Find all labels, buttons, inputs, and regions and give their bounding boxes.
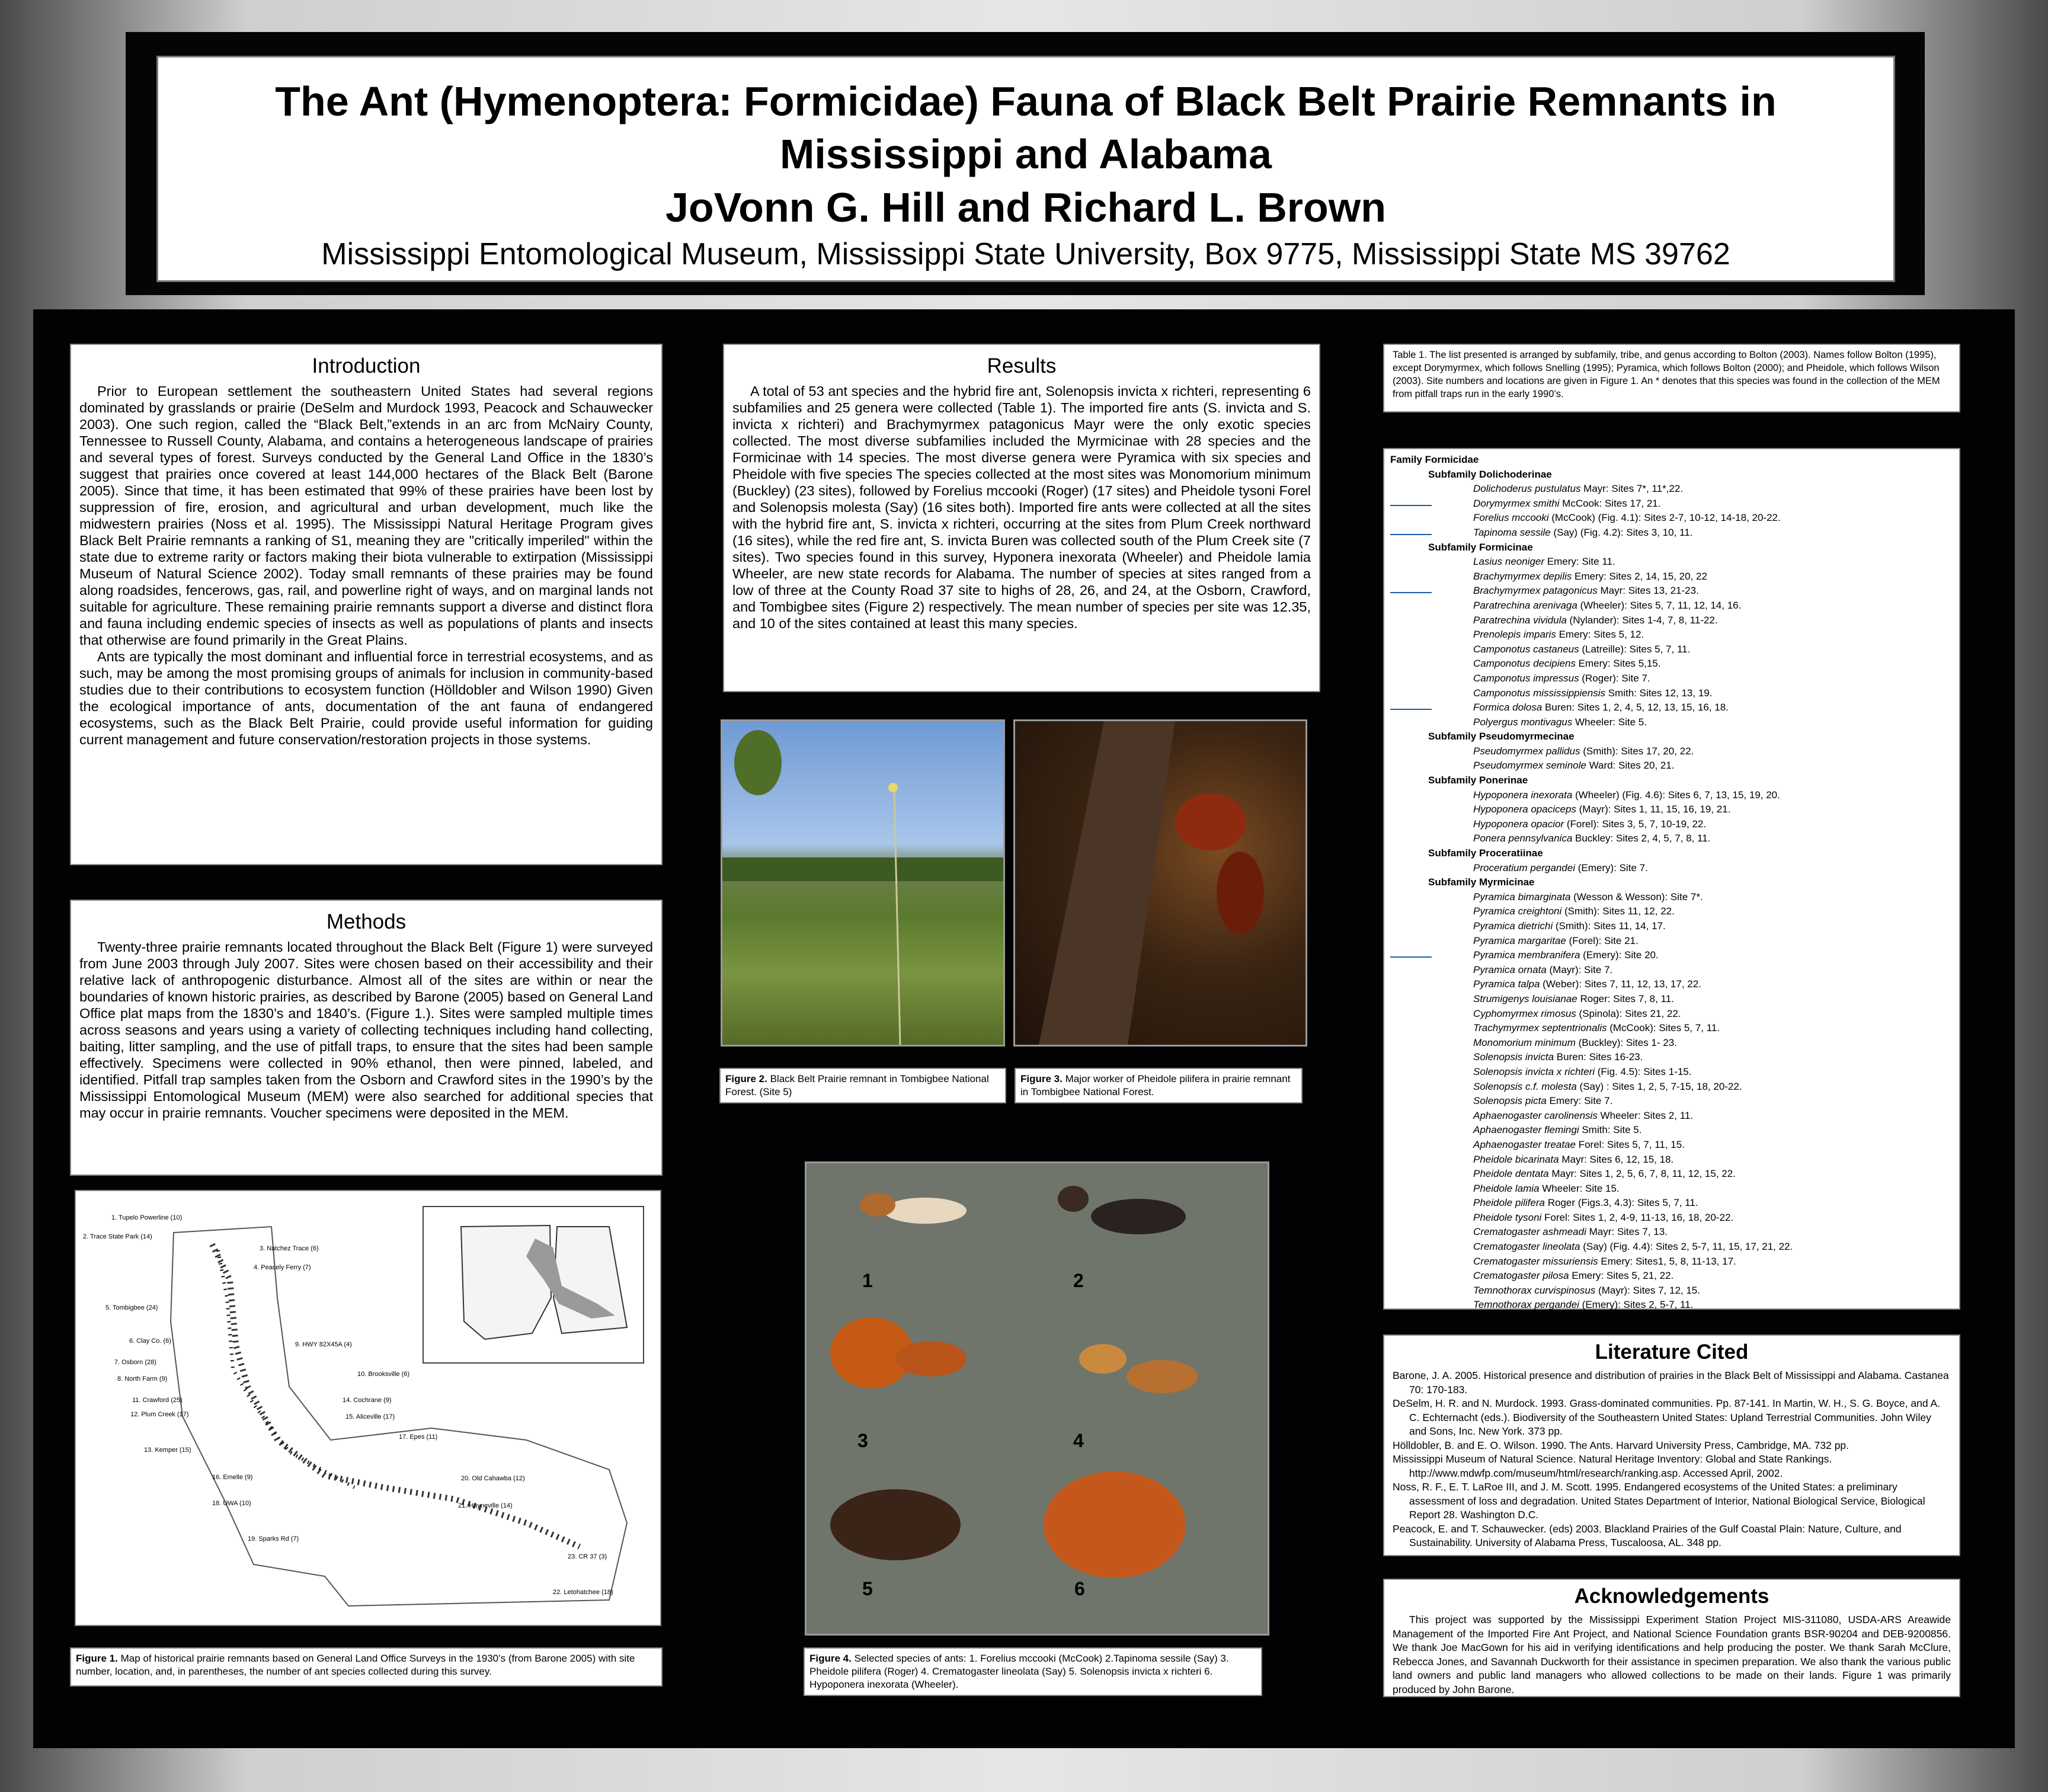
results-paragraph-1: A total of 53 ant species and the hybrid fire ant, Solenopsis invicta x richteri, representing 6 subfamilies and 25 genera were collected (Table 1). The imported fire ants (S. invicta and S. invicta x richteri) and Brachymyrmex patagonicus Mayr were the only exotic species collected. The most diverse subfamilies included the Myrmicinae with 28 species and the Formicinae with 14 species. The most diverse genera were Pyramica with six species and Pheidole with five species The species collected at the most sites was Monomorium minimum (Buckley) (23 sites), followed by Forelius mccooki (Roger) (17 sites) and Pheidole tysoni Forel and Solenopsis molesta (Say) (16 sites both). Imported fire ants were collected at all the sites with the hybrid fire ant, S. invicta x richteri, occurring at the sites from Plum Creek northward (16 sites), while the red fire ant, S. invicta Buren was collected south of the Plum Creek site (7 sites). Two species found in this survey, Hyponera inexorata (Wheeler) and Pheidole lamia Wheeler, are new state records for Alabama. The number of species at sites ranged from a low of three at the County Road 37 site to highs of 28, 26, and 24, at the Osborn, Crawford, and Tombigbee sites (Figure 2) respectively. The mean number of species per site was 12.35, and 10 of the sites contained at least this many species.	[732, 383, 1311, 631]
species-row	[1390, 977, 1953, 992]
map-site-label: 14. Cochrane (9)	[343, 1397, 392, 1404]
introduction-paragraph-1: Prior to European settlement the southeastern United States had several regions dominated by grasslands or prairie (DeSelm and Murdock 1993, Peacock and Schauwecker 2003). One such region, called the “Black Belt,”extends in an arc from McNairy County, Tennessee to Russell County, Alabama, and contains a heterogeneous landscape of prairies and several types of forest. Surveys conducted by the General Land Office in the 1830’s suggest that prairies once covered at least 144,000 hectares of the Black Belt (Barone 2005). Since that time, it has been estimated that 99% of these prairies have been lost by suppression of fire, erosion, and agricultural and urban development, much like the midwestern prairies (Noss et al. 1995). The Mississippi Natural Heritage Program gives Black Belt Prairie remnants a ranking of S1, meaning they are "critically imperiled" within the state due to extreme rarity or factors making their biota vulnerable to extirpation (Mississippi Museum of Natural Science 2002). Today small remnants of these prairies may be found along roadsides, fencerows, gas, rail, and powerline right of ways, and on marginal lands not suitable for agriculture. These remaining prairie remnants support a diverse and distinct flora and fauna including endemic species of insects as well as populations of plants and insects that otherwise are found primarily in the Great Plains.	[79, 383, 653, 648]
species-row	[1390, 1196, 1953, 1211]
species-sites: Mayr: Sites 6, 12, 15, 18.	[1559, 1153, 1674, 1165]
species-name: Pheidole dentata	[1473, 1168, 1549, 1180]
species-sites: Wheeler: Site 5.	[1572, 716, 1647, 728]
species-row	[1390, 1182, 1953, 1196]
figure3-caption-text: Major worker of Pheidole pilifera in prairie remnant in Tombigbee National Forest.	[1020, 1073, 1291, 1097]
species-sites: (Emery): Site 20.	[1580, 949, 1659, 961]
species-sites: Roger: Sites 7, 8, 11.	[1577, 993, 1674, 1004]
literature-heading: Literature Cited	[1595, 1340, 1749, 1364]
map-site-label: 15. Aliceville (17)	[345, 1413, 395, 1420]
species-number-4: 4	[1073, 1430, 1084, 1451]
species-sites: McCook: Sites 17, 21.	[1559, 497, 1661, 509]
prairie-photo-art	[722, 721, 1003, 1045]
figure4-caption-text: Selected species of ants: 1. Forelius mccooki (McCook) 2.Tapinoma sessile (Say) 3. Pheidole pilifera (Roger) 4. Crematogaster lineolata (Say) 5. Solenopsis invicta x richteri 6. Hypoponera inexorata (Wheeler).	[809, 1653, 1229, 1690]
species-name: Dolichoderus pustulatus	[1473, 483, 1581, 495]
map-site-label: 1. Tupelo Powerline (10)	[111, 1214, 183, 1221]
species-name: Hypoponera opacior	[1473, 818, 1564, 830]
species-row	[1390, 657, 1953, 671]
map-site-label: 16. Emelle (9)	[212, 1474, 253, 1481]
species-number-2: 2	[1073, 1270, 1084, 1291]
species-row	[1390, 831, 1953, 846]
species-name: Aphaenogaster carolinensis	[1473, 1109, 1598, 1121]
ant-photo-art	[1015, 721, 1305, 1045]
species-number-6: 6	[1074, 1578, 1085, 1599]
subfamily-heading: Subfamily Dolichoderinae	[1428, 468, 1552, 480]
acknowledgements-heading: Acknowledgements	[1574, 1585, 1769, 1608]
introduction-section	[70, 344, 663, 865]
species-name: Crematogaster missuriensis	[1473, 1255, 1598, 1267]
species-row	[1390, 715, 1953, 730]
introduction-paragraph-2: Ants are typically the most dominant and influential force in terrestrial ecosystems, and as such, may be among the most promising groups of animals for inclusion in community-based studies due to their contributions to ecosystem function (Hölldobler and Wilson 1990) Given the ecological importance of ants, documentation of the ant fauna of endangered ecosystems, such as the Black Belt Prairie, could provide useful information for guiding current management and future conservation/restoration projects in those systems.	[79, 649, 653, 747]
species-sites: (Forel): Site 21.	[1566, 935, 1639, 946]
species-row	[1390, 1021, 1953, 1036]
species-sites: (Wheeler) (Fig. 4.6): Sites 6, 7, 13, 15, 19, 20.	[1572, 789, 1780, 801]
species-name: Solenopsis picta	[1473, 1095, 1547, 1107]
species-sites: Buckley: Sites 2, 4, 5, 7, 8, 11.	[1572, 833, 1711, 844]
species-sites: (Smith): Sites 11, 14, 17.	[1553, 920, 1666, 932]
prairie-map	[76, 1191, 660, 1625]
species-sites: Mayr: Sites 13, 21-23.	[1597, 585, 1699, 597]
map-site-label: 21. Hayneville (14)	[458, 1502, 513, 1509]
species-row	[1390, 1065, 1953, 1080]
species-row	[1390, 1109, 1953, 1124]
species-number-3: 3	[857, 1430, 868, 1451]
subfamily-heading: Subfamily Myrmicinae	[1428, 876, 1535, 888]
species-row	[1390, 1080, 1953, 1095]
figure2-prairie-photo	[721, 719, 1005, 1047]
species-sites: Mayr: Sites 7, 13.	[1586, 1226, 1668, 1238]
species-row	[1390, 1225, 1953, 1240]
species-name: Camponotus mississippiensis	[1473, 687, 1605, 699]
species-sites: (Spinola): Sites 21, 22.	[1576, 1007, 1681, 1019]
species-row	[1390, 1007, 1953, 1022]
species-row	[1390, 802, 1953, 817]
species-sites: (Mayr): Site 7.	[1546, 964, 1613, 975]
species-name: Pseudomyrmex seminole	[1473, 760, 1586, 772]
reference-item: Noss, R. F., E. T. LaRoe III, and J. M. Scott. 1995. Endangered ecosystems of the United States: a preliminary assessment of loss and degradation. United States Department of Interior, National Biological Service, Biological Report 28. Washington D.C.	[1393, 1481, 1925, 1521]
species-sites: Emery: Sites 5, 12.	[1556, 629, 1644, 641]
table1-caption-text: Table 1. The list presented is arranged by subfamily, tribe, and genus according to Bolton (2003). Names follow Bolton (1995), except Dorymyrmex, which follows Snelling (1995); Pyramica, which follows Bolton (2000); and Pheidole, which follows Wilson (2003). Site numbers and locations are given in Figure 1. An * denotes that this species was found in the collection of the MEM from pitfall traps run in the early 1990’s.	[1393, 350, 1940, 399]
new-record-marker	[1390, 505, 1432, 506]
species-row	[1390, 569, 1953, 584]
figure2-caption	[719, 1068, 1006, 1103]
species-sites: (Fig. 4.5): Sites 1-15.	[1595, 1065, 1692, 1077]
species-sites: (Wheeler): Sites 5, 7, 11, 12, 14, 16.	[1577, 599, 1742, 611]
map-site-label: 9. HWY 82X45A (4)	[295, 1341, 352, 1348]
species-row	[1390, 700, 1953, 715]
species-sites: Buren: Sites 16-23.	[1554, 1051, 1643, 1063]
poster-authors: JoVonn G. Hill and Richard L. Brown	[665, 184, 1386, 231]
species-row	[1390, 817, 1953, 832]
reference-item: Mississippi Museum of Natural Science. Natural Heritage Inventory: Global and State Rankings. http://www.mdwfp.com/museum/html/research/ranking.asp. Accessed April, 2002.	[1393, 1453, 1832, 1479]
species-name: Paratrechina vividula	[1473, 614, 1567, 626]
species-name: Pyramica talpa	[1473, 978, 1540, 990]
species-sites: (Buckley): Sites 1- 23.	[1575, 1036, 1677, 1048]
poster-title-line2: Mississippi and Alabama	[780, 131, 1272, 177]
species-name: Aphaenogaster flemingi	[1473, 1124, 1579, 1136]
species-name: Camponotus impressus	[1473, 672, 1579, 684]
map-site-label: 23. CR 37 (3)	[568, 1553, 607, 1560]
species-row	[1390, 1036, 1953, 1051]
map-site-label: 17. Epes (11)	[399, 1433, 438, 1441]
species-sites: (Roger): Site 7.	[1579, 672, 1650, 684]
species-sites: (Forel): Sites 3, 5, 7, 10-19, 22.	[1564, 818, 1707, 830]
species-sites: (Say) : Sites 1, 2, 5, 7-15, 18, 20-22.	[1576, 1080, 1742, 1092]
species-name: Proceratium pergandei	[1473, 862, 1575, 873]
species-name: Pyramica creightoni	[1473, 905, 1562, 917]
species-sites: (Weber): Sites 7, 11, 12, 13, 17, 22.	[1540, 978, 1701, 990]
species-row	[1390, 744, 1953, 759]
species-row	[1390, 584, 1953, 599]
species-sites: Mayr: Sites 7*, 11*,22.	[1580, 483, 1684, 495]
species-row	[1390, 671, 1953, 686]
species-sites: Emery: Sites 5, 7, 11, 13, 18, 20, 22.	[1572, 1314, 1738, 1326]
map-site-label: 3. Natchez Trace (6)	[260, 1245, 319, 1252]
new-record-marker	[1390, 956, 1432, 958]
species-name: Hypoponera inexorata	[1473, 789, 1573, 801]
species-sites: Wheeler: Sites 2, 11.	[1597, 1109, 1694, 1121]
species-name: Pyramica ornata	[1473, 964, 1547, 975]
species-row	[1390, 642, 1953, 657]
species-sites: Buren: Sites 1, 2, 4, 5, 12, 13, 15, 16, 18.	[1542, 702, 1729, 713]
figure1-caption-label: Figure 1.	[76, 1653, 118, 1664]
reference-item: Peacock, E. and T. Schauwecker. (eds) 2003. Blackland Prairies of the Gulf Coastal Plain: Nature, Culture, and Sustainability. University of Alabama Press, Tuscaloosa, AL. 348 pp.	[1393, 1522, 1902, 1548]
species-sites: (Emery): Site 7.	[1575, 862, 1648, 873]
species-name: Brachymyrmex depilis	[1473, 570, 1572, 582]
poster-title-line1: The Ant (Hymenoptera: Formicidae) Fauna of Black Belt Prairie Remnants in	[275, 78, 1777, 124]
species-name: Formica dolosa	[1473, 702, 1543, 713]
species-name: Dorymyrmex smithi	[1473, 497, 1560, 509]
species-sites: Emery: Sites 2, 14, 15, 20, 22	[1572, 570, 1707, 582]
species-sites: Forel: Sites 5, 7, 11, 15.	[1575, 1138, 1685, 1150]
species-sites: (Nylander): Sites 1-4, 7, 8, 11-22.	[1566, 614, 1718, 626]
species-row	[1390, 1050, 1953, 1065]
species-row	[1390, 861, 1953, 876]
map-site-label: 8. North Farm (9)	[117, 1375, 168, 1383]
map-site-label: 6. Clay Co. (6)	[129, 1337, 171, 1345]
figure3-caption-label: Figure 3.	[1020, 1073, 1063, 1084]
figure1-map	[75, 1190, 661, 1626]
species-row	[1390, 904, 1953, 919]
species-name: Aphaenogaster treatae	[1473, 1138, 1576, 1150]
species-name: Solenopsis c.f. molesta	[1473, 1080, 1577, 1092]
species-name: Trachymyrmex septentrionalis	[1473, 1022, 1607, 1034]
species-name: Myrmecina americana	[1473, 1314, 1573, 1326]
species-sites: Emery: Sites 5,15.	[1575, 658, 1661, 670]
methods-heading: Methods	[326, 910, 407, 933]
title-box	[156, 56, 1895, 282]
map-site-label: 4. Peacely Ferry (7)	[254, 1264, 311, 1271]
acknowledgements-text: This project was supported by the Mississippi Experiment Station Project MIS-311080, USDA-ARS Areawide Management of the Imported Fire Ant Project, and National Science Foundation grants BSR-90204 and DEB-9200856. We thank Joe MacGown for his aid in verifying identifications and help producing the poster. We thank Sarah McClure, Rebecca Jones, and Savannah Duckworth for their assistance in specimen preparation. We also thank the various public land owners and public land managers who allowed collections to be made on their lands. Figure 1 was primarily produced by John Barone.	[1393, 1614, 1951, 1695]
map-site-label: 7. Osborn (28)	[114, 1359, 156, 1366]
map-site-label: 22. Letohatchee (18)	[553, 1589, 613, 1596]
species-sites: Emery: Site 7.	[1546, 1095, 1613, 1107]
species-row	[1390, 759, 1953, 773]
family-heading: Family Formicidae	[1390, 454, 1479, 465]
subfamily-heading: Subfamily Ponerinae	[1428, 775, 1528, 786]
subfamily-heading: Subfamily Pseudomyrmecinae	[1428, 731, 1575, 743]
species-sites: (Say) (Fig. 4.4): Sites 2, 5-7, 11, 15, 17, 21, 22.	[1580, 1241, 1793, 1253]
figure4-species-plate	[805, 1161, 1269, 1636]
species-sites: (McCook): Sites 5, 7, 11.	[1607, 1022, 1720, 1034]
species-name: Brachymyrmex patagonicus	[1473, 585, 1598, 597]
species-sites: (Smith): Sites 11, 12, 22.	[1561, 905, 1675, 917]
map-site-label: 12. Plum Creek (17)	[130, 1411, 189, 1418]
subfamily-heading: Subfamily Proceratiinae	[1428, 847, 1543, 859]
species-list-table	[1383, 448, 1960, 1326]
map-site-label: 10. Brooksville (6)	[357, 1371, 410, 1378]
methods-paragraph-1: Twenty-three prairie remnants located throughout the Black Belt (Figure 1) were surveyed from June 2003 through July 2007. Sites were chosen based on their accessibility and their relative lack of anthropogenic disturbance. Almost all of the sites are within or near the boundaries of known historic prairies, as described by Barone (2005) based on General Land Office plat maps from the 1830’s and 1840’s. (Figure 1.). Sites were sampled multiple times across seasons and years using a variety of collecting techniques including hand collecting, baiting, litter sampling, and the use of pitfall traps, to ensure that the sites had been sample effectively. Specimens were collected in 90% ethanol, then were pinned, labeled, and identified. Pitfall trap samples taken from the Osborn and Crawford sites in the 1990’s by the Mississippi Entomological Museum (MEM) were also searched for additional species that may occur in prairie remnants. Voucher specimens were deposited in the MEM.	[79, 939, 653, 1121]
species-row	[1390, 1269, 1953, 1284]
species-name: Pheidole lamia	[1473, 1182, 1540, 1194]
species-sites: (Wesson & Wesson): Site 7*.	[1570, 891, 1703, 903]
species-row	[1390, 934, 1953, 949]
species-name: Paratrechina arenivaga	[1473, 599, 1577, 611]
species-name: Hypoponera opaciceps	[1473, 804, 1576, 815]
species-name: Solenopsis invicta	[1473, 1051, 1554, 1063]
species-row	[1390, 1167, 1953, 1182]
species-name: Pyramica dietrichi	[1473, 920, 1553, 932]
species-row	[1390, 1255, 1953, 1269]
species-row	[1390, 1138, 1953, 1153]
species-name: Forelius mccooki	[1473, 512, 1549, 524]
literature-list	[1384, 1367, 1959, 1553]
map-site-label: 13. Kemper (15)	[144, 1447, 191, 1454]
results-section	[723, 344, 1320, 692]
species-name: Temnothorax pergandei	[1473, 1299, 1579, 1311]
reference-item: Hölldobler, B. and E. O. Wilson. 1990. The Ants. Harvard University Press, Cambridge, MA. 732 pp.	[1393, 1439, 1849, 1451]
species-sites: Forel: Sites 1, 2, 4-9, 11-13, 16, 18, 20-22.	[1541, 1211, 1734, 1223]
species-row	[1390, 919, 1953, 934]
figure3-ant-photo	[1013, 719, 1307, 1047]
species-name: Temnothorax curvispinosus	[1473, 1284, 1596, 1296]
species-name: Pyramica margaritae	[1473, 935, 1566, 946]
species-row	[1390, 526, 1953, 540]
species-row	[1390, 788, 1953, 803]
species-sites: Smith: Site 5.	[1579, 1124, 1642, 1136]
species-sites: Smith: Sites 12, 13, 19.	[1605, 687, 1713, 699]
species-plate-art	[807, 1163, 1268, 1634]
results-heading: Results	[987, 354, 1057, 377]
subfamily-heading: Subfamily Formicinae	[1428, 541, 1533, 553]
figure4-caption	[804, 1647, 1262, 1696]
map-site-label: 19. Sparks Rd (7)	[248, 1535, 299, 1543]
species-row	[1390, 1284, 1953, 1298]
figure4-caption-label: Figure 4.	[809, 1653, 852, 1664]
introduction-heading: Introduction	[312, 354, 421, 377]
species-name: Tapinoma sessile	[1473, 526, 1551, 538]
species-list	[1384, 449, 1959, 1331]
map-site-label: 2. Trace State Park (14)	[83, 1233, 152, 1240]
map-site-label: 5. Tombigbee (24)	[105, 1304, 158, 1311]
species-row	[1390, 890, 1953, 905]
species-name: Pheidole tysoni	[1473, 1211, 1542, 1223]
species-sites: (Emery): Sites 2, 5-7, 11.	[1579, 1299, 1694, 1311]
species-row	[1390, 1123, 1953, 1138]
reference-item: Barone, J. A. 2005. Historical presence and distribution of prairies in the Black Belt of Mississippi and Alabama. Castanea 70: 170-183.	[1393, 1369, 1949, 1396]
species-name: Polyergus montivagus	[1473, 716, 1573, 728]
reference-item: DeSelm, H. R. and N. Murdock. 1993. Grass-dominated communities. Pp. 87-141. In Martin, W. H., S. G. Boyce, and A. C. Echternacht (eds.). Biodiversity of the Southeastern United States: Upland Terrestrial Communities. John Wiley and Sons, Inc. New York. 373 pp.	[1393, 1397, 1940, 1437]
map-site-label: 11. Crawford (25)	[132, 1397, 183, 1404]
figure1-caption	[70, 1647, 663, 1687]
species-row	[1390, 963, 1953, 978]
figure3-caption	[1015, 1068, 1303, 1103]
methods-text	[71, 939, 661, 1121]
species-row	[1390, 948, 1953, 963]
species-name: Pyramica membranifera	[1473, 949, 1580, 961]
species-number-5: 5	[862, 1578, 873, 1599]
species-name: Crematogaster lineolata	[1473, 1241, 1580, 1253]
results-text	[724, 383, 1319, 632]
species-sites: (Say) (Fig. 4.2): Sites 3, 10, 11.	[1550, 526, 1693, 538]
map-site-label: 20. Old Cahawba (12)	[461, 1475, 525, 1482]
species-row	[1390, 1094, 1953, 1109]
species-sites: (Latreille): Sites 5, 7, 11.	[1579, 643, 1691, 655]
species-name: Ponera pennsylvanica	[1473, 833, 1573, 844]
methods-section	[70, 900, 663, 1176]
species-sites: Ward: Sites 20, 21.	[1586, 760, 1675, 772]
species-sites: (McCook) (Fig. 4.1): Sites 2-7, 10-12, 14-18, 20-22.	[1548, 512, 1781, 524]
species-name: Pseudomyrmex pallidus	[1473, 745, 1580, 757]
species-row	[1390, 1298, 1953, 1313]
species-name: Solenopsis invicta x richteri	[1473, 1065, 1595, 1077]
figure1-caption-text: Map of historical prairie remnants based on General Land Office Surveys in the 1930’s (from Barone 2005) with site number, location, and, in parentheses, the number of ant species collected during this survey.	[76, 1653, 635, 1677]
species-row	[1390, 686, 1953, 701]
species-row	[1390, 482, 1953, 497]
figure2-caption-label: Figure 2.	[725, 1073, 767, 1084]
species-row	[1390, 992, 1953, 1007]
acknowledgements-section	[1383, 1579, 1960, 1697]
species-row	[1390, 613, 1953, 628]
new-record-marker	[1390, 592, 1432, 593]
species-number-1: 1	[862, 1270, 873, 1291]
new-record-marker	[1390, 534, 1432, 535]
species-name: Pheidole bicarinata	[1473, 1153, 1559, 1165]
species-name: Camponotus castaneus	[1473, 643, 1579, 655]
introduction-text	[71, 383, 661, 748]
species-sites: (Mayr): Sites 1, 11, 15, 16, 19, 21.	[1576, 804, 1731, 815]
figure2-caption-text: Black Belt Prairie remnant in Tombigbee National Forest. (Site 5)	[725, 1073, 989, 1097]
map-site-label: 18. UWA (10)	[212, 1500, 251, 1507]
species-sites: Roger (Figs.3, 4.3): Sites 5, 7, 11.	[1544, 1197, 1698, 1209]
species-name: Monomorium minimum	[1473, 1036, 1576, 1048]
species-row	[1390, 511, 1953, 526]
species-sites: Mayr: Sites 1, 2, 5, 6, 7, 8, 11, 12, 15, 22.	[1548, 1168, 1736, 1180]
table1-caption	[1383, 344, 1960, 412]
species-row	[1390, 1313, 1953, 1327]
species-sites: Wheeler: Site 15.	[1539, 1182, 1620, 1194]
species-name: Camponotus decipiens	[1473, 658, 1576, 670]
species-name: Pyramica bimarginata	[1473, 891, 1571, 903]
species-row	[1390, 1153, 1953, 1167]
species-name: Prenolepis imparis	[1473, 629, 1556, 641]
species-name: Cyphomyrmex rimosus	[1473, 1007, 1576, 1019]
species-name: Crematogaster pilosa	[1473, 1270, 1569, 1282]
species-name: Strumigenys louisianae	[1473, 993, 1577, 1004]
literature-cited-section	[1383, 1335, 1960, 1556]
species-name: Crematogaster ashmeadi	[1473, 1226, 1586, 1238]
species-name: Lasius neoniger	[1473, 556, 1545, 568]
species-row	[1390, 628, 1953, 642]
species-row	[1390, 1240, 1953, 1255]
species-sites: (Mayr): Sites 7, 12, 15.	[1595, 1284, 1700, 1296]
species-sites: (Smith): Sites 17, 20, 22.	[1580, 745, 1694, 757]
species-sites: Emery: Site 11.	[1544, 556, 1615, 568]
poster-affiliation: Mississippi Entomological Museum, Mississippi State University, Box 9775, Mississippi State MS 39762	[321, 237, 1730, 271]
species-row	[1390, 555, 1953, 569]
species-sites: Emery: Sites1, 5, 8, 11-13, 17.	[1598, 1255, 1736, 1267]
species-sites: Emery: Sites 5, 21, 22.	[1569, 1270, 1674, 1282]
species-row	[1390, 1211, 1953, 1225]
species-row	[1390, 599, 1953, 613]
species-row	[1390, 497, 1953, 511]
species-name: Pheidole pilifera	[1473, 1197, 1545, 1209]
new-record-marker	[1390, 709, 1432, 710]
